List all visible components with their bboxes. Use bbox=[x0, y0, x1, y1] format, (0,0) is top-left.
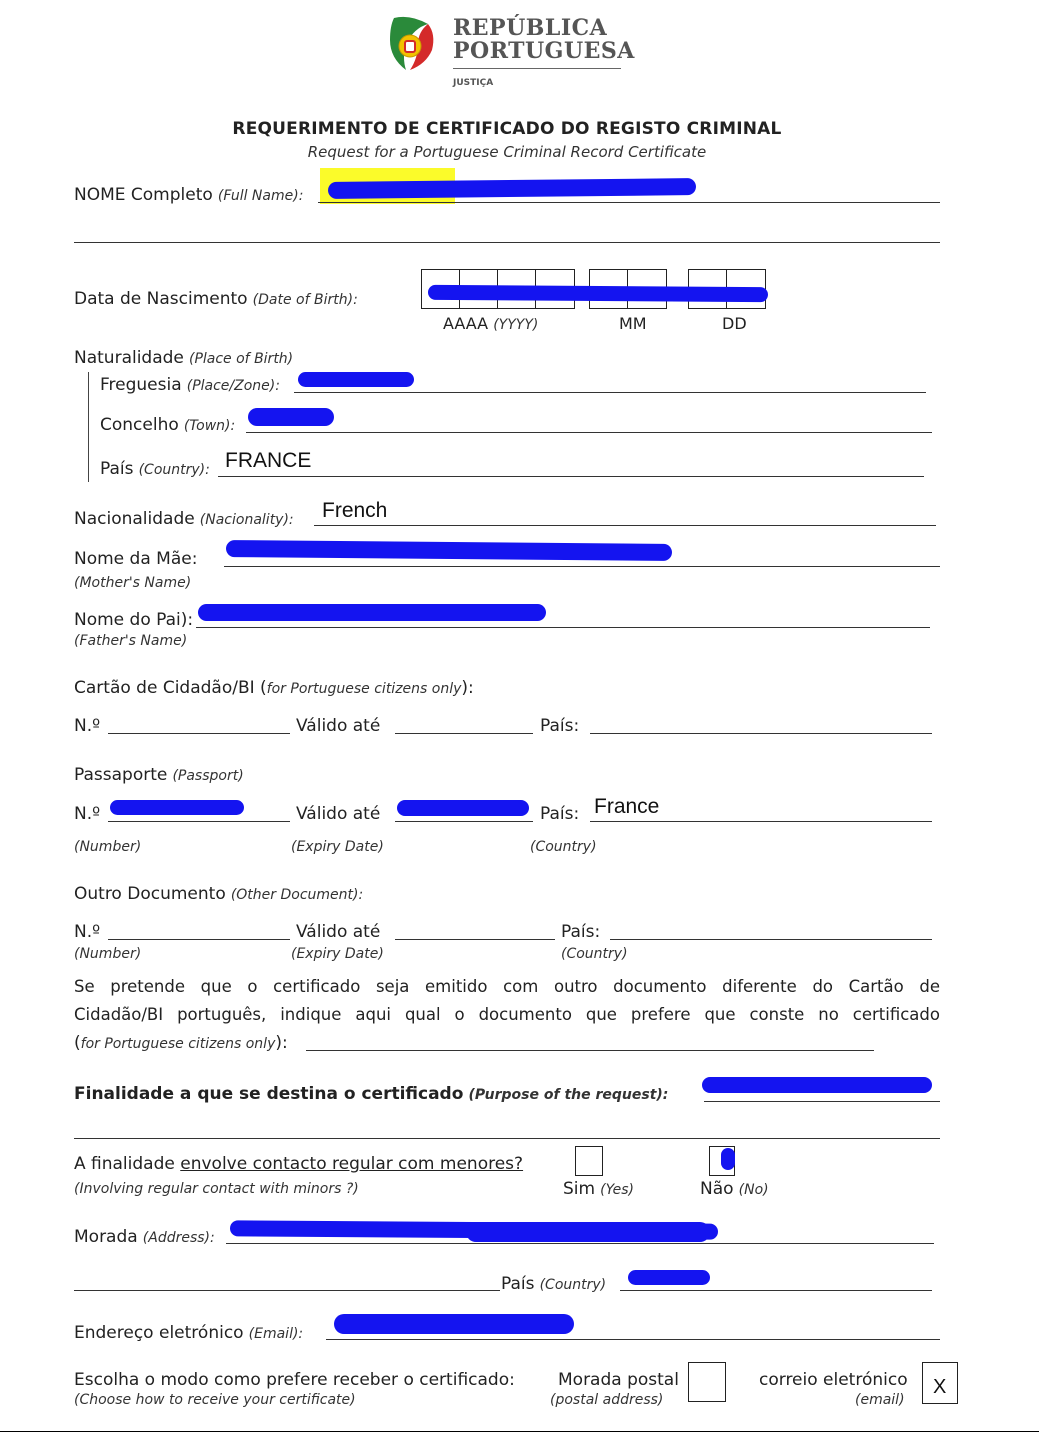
email-redaction bbox=[334, 1314, 574, 1334]
citizen-card-country-field[interactable] bbox=[590, 733, 932, 734]
address-country-redaction bbox=[628, 1270, 710, 1285]
delivery-question-en: (Choose how to receive your certificate) bbox=[74, 1392, 356, 1408]
citizen-card-country-label: País: bbox=[540, 716, 580, 736]
ministry-label: JUSTIÇA bbox=[453, 78, 494, 88]
full-name-redaction bbox=[328, 178, 696, 199]
mother-name-field[interactable] bbox=[224, 566, 940, 567]
delivery-email-en: (email) bbox=[855, 1392, 905, 1408]
passport-number-caption: (Number) bbox=[74, 839, 142, 855]
country-of-birth-label: País (Country): bbox=[100, 459, 210, 479]
citizen-card-valid-field[interactable] bbox=[395, 733, 533, 734]
town-redaction bbox=[248, 408, 334, 426]
address-field[interactable] bbox=[226, 1243, 934, 1244]
address-label: Morada (Address): bbox=[74, 1227, 215, 1247]
full-name-field[interactable] bbox=[318, 202, 940, 203]
address-country-label: País (Country) bbox=[501, 1274, 607, 1294]
country-of-birth-field[interactable] bbox=[218, 476, 924, 477]
doc-preference-line-3: (for Portuguese citizens only): bbox=[74, 1033, 288, 1053]
delivery-postal-en: (postal address) bbox=[550, 1392, 664, 1408]
brand-line-2: PORTUGUESA bbox=[453, 38, 635, 64]
full-name-label: NOME Completo (Full Name): bbox=[74, 185, 304, 205]
purpose-label: Finalidade a que se destina o certificado (Purpose of the request): bbox=[74, 1084, 669, 1104]
other-document-valid-caption: (Expiry Date) bbox=[291, 946, 384, 962]
parish-field[interactable] bbox=[294, 392, 926, 393]
email-label: Endereço eletrónico (Email): bbox=[74, 1323, 304, 1343]
nationality-label: Nacionalidade (Nacionality): bbox=[74, 509, 294, 529]
delivery-postal-label: Morada postal bbox=[558, 1370, 679, 1390]
other-document-valid-field[interactable] bbox=[395, 939, 555, 940]
country-of-birth-value: FRANCE bbox=[225, 449, 312, 472]
birth-year-caption: AAAA (YYYY) bbox=[443, 314, 539, 333]
purpose-field-line2[interactable] bbox=[74, 1138, 940, 1139]
delivery-email-label: correio eletrónico bbox=[759, 1370, 908, 1390]
father-name-field[interactable] bbox=[196, 627, 930, 628]
citizen-card-valid-label: Válido até bbox=[296, 716, 381, 736]
republic-logo bbox=[388, 14, 438, 72]
passport-valid-label: Válido até bbox=[296, 804, 381, 824]
father-name-redaction bbox=[198, 604, 546, 621]
doc-preference-field[interactable] bbox=[306, 1050, 874, 1051]
address-country-field[interactable] bbox=[620, 1290, 932, 1291]
citizen-card-number-label: N.º bbox=[74, 716, 101, 736]
birth-month-caption: MM bbox=[619, 314, 647, 333]
passport-valid-field[interactable] bbox=[395, 821, 533, 822]
citizen-card-number-field[interactable] bbox=[108, 733, 290, 734]
birth-day-caption: DD bbox=[722, 314, 747, 333]
parish-redaction bbox=[298, 372, 414, 387]
nationality-value: French bbox=[322, 499, 388, 522]
brand-line-1: REPÚBLICA bbox=[453, 15, 608, 41]
full-name-field-line2[interactable] bbox=[74, 242, 940, 243]
passport-country-label: País: bbox=[540, 804, 580, 824]
passport-country-field[interactable] bbox=[590, 821, 932, 822]
passport-valid-redaction bbox=[397, 800, 529, 816]
place-of-birth-bracket bbox=[88, 372, 89, 482]
town-label: Concelho (Town): bbox=[100, 415, 236, 435]
other-document-number-field[interactable] bbox=[108, 939, 290, 940]
passport-label: Passaporte (Passport) bbox=[74, 765, 244, 785]
other-document-valid-label: Válido até bbox=[296, 922, 381, 942]
form-title: REQUERIMENTO DE CERTIFICADO DO REGISTO CRIMINAL bbox=[232, 119, 782, 139]
purpose-field[interactable] bbox=[704, 1101, 940, 1102]
doc-preference-line-2: Cidadão/BI português, indique aqui qual o documento que prefere que conste no certificado bbox=[74, 1005, 940, 1024]
address-redaction-2 bbox=[466, 1222, 710, 1242]
doc-preference-line-1: Se pretende que o certificado seja emitido com outro documento diferente do Cartão de bbox=[74, 977, 940, 996]
other-document-number-label: N.º bbox=[74, 922, 101, 942]
mother-name-label: Nome da Mãe: bbox=[74, 549, 198, 569]
other-document-label: Outro Documento (Other Document): bbox=[74, 884, 364, 904]
passport-country-caption: (Country) bbox=[530, 839, 597, 855]
email-field[interactable] bbox=[326, 1339, 940, 1340]
form-subtitle: Request for a Portuguese Criminal Record Certificate bbox=[307, 143, 707, 161]
minors-yes-label: Sim (Yes) bbox=[563, 1179, 635, 1199]
other-document-country-field[interactable] bbox=[610, 939, 932, 940]
delivery-email-checkbox[interactable] bbox=[922, 1362, 958, 1404]
citizen-card-label: Cartão de Cidadão/BI (for Portuguese citizens only): bbox=[74, 678, 474, 698]
passport-number-label: N.º bbox=[74, 804, 101, 824]
town-field[interactable] bbox=[246, 432, 932, 433]
minors-no-mark bbox=[721, 1148, 735, 1170]
minors-no-label: Não (No) bbox=[700, 1179, 769, 1199]
delivery-question: Escolha o modo como prefere receber o certificado: bbox=[74, 1370, 515, 1390]
passport-number-redaction bbox=[110, 800, 244, 815]
address-field-line2[interactable] bbox=[74, 1290, 500, 1291]
mother-name-en: (Mother's Name) bbox=[74, 575, 192, 591]
father-name-label: Nome do Pai): bbox=[74, 610, 194, 630]
birth-date-label: Data de Nascimento (Date of Birth): bbox=[74, 289, 358, 309]
brand-divider bbox=[453, 68, 621, 69]
birth-date-redaction bbox=[428, 285, 768, 302]
parish-label: Freguesia (Place/Zone): bbox=[100, 375, 280, 395]
passport-number-field[interactable] bbox=[108, 821, 290, 822]
minors-question-en: (Involving regular contact with minors ?) bbox=[74, 1181, 359, 1197]
passport-valid-caption: (Expiry Date) bbox=[291, 839, 384, 855]
nationality-field[interactable] bbox=[314, 525, 936, 526]
minors-question: A finalidade envolve contacto regular com menores? bbox=[74, 1154, 524, 1174]
purpose-redaction bbox=[702, 1077, 932, 1093]
father-name-en: (Father's Name) bbox=[74, 633, 188, 649]
minors-yes-checkbox[interactable] bbox=[575, 1146, 603, 1176]
other-document-number-caption: (Number) bbox=[74, 946, 142, 962]
place-of-birth-label: Naturalidade (Place of Birth) bbox=[74, 348, 294, 368]
passport-country-value: France bbox=[594, 795, 660, 818]
other-document-country-caption: (Country) bbox=[561, 946, 628, 962]
delivery-postal-checkbox[interactable] bbox=[688, 1362, 726, 1402]
page-bottom-rule bbox=[0, 1431, 1039, 1432]
mother-name-redaction bbox=[226, 540, 672, 561]
delivery-email-mark: X bbox=[933, 1376, 947, 1398]
other-document-country-label: País: bbox=[561, 922, 601, 942]
